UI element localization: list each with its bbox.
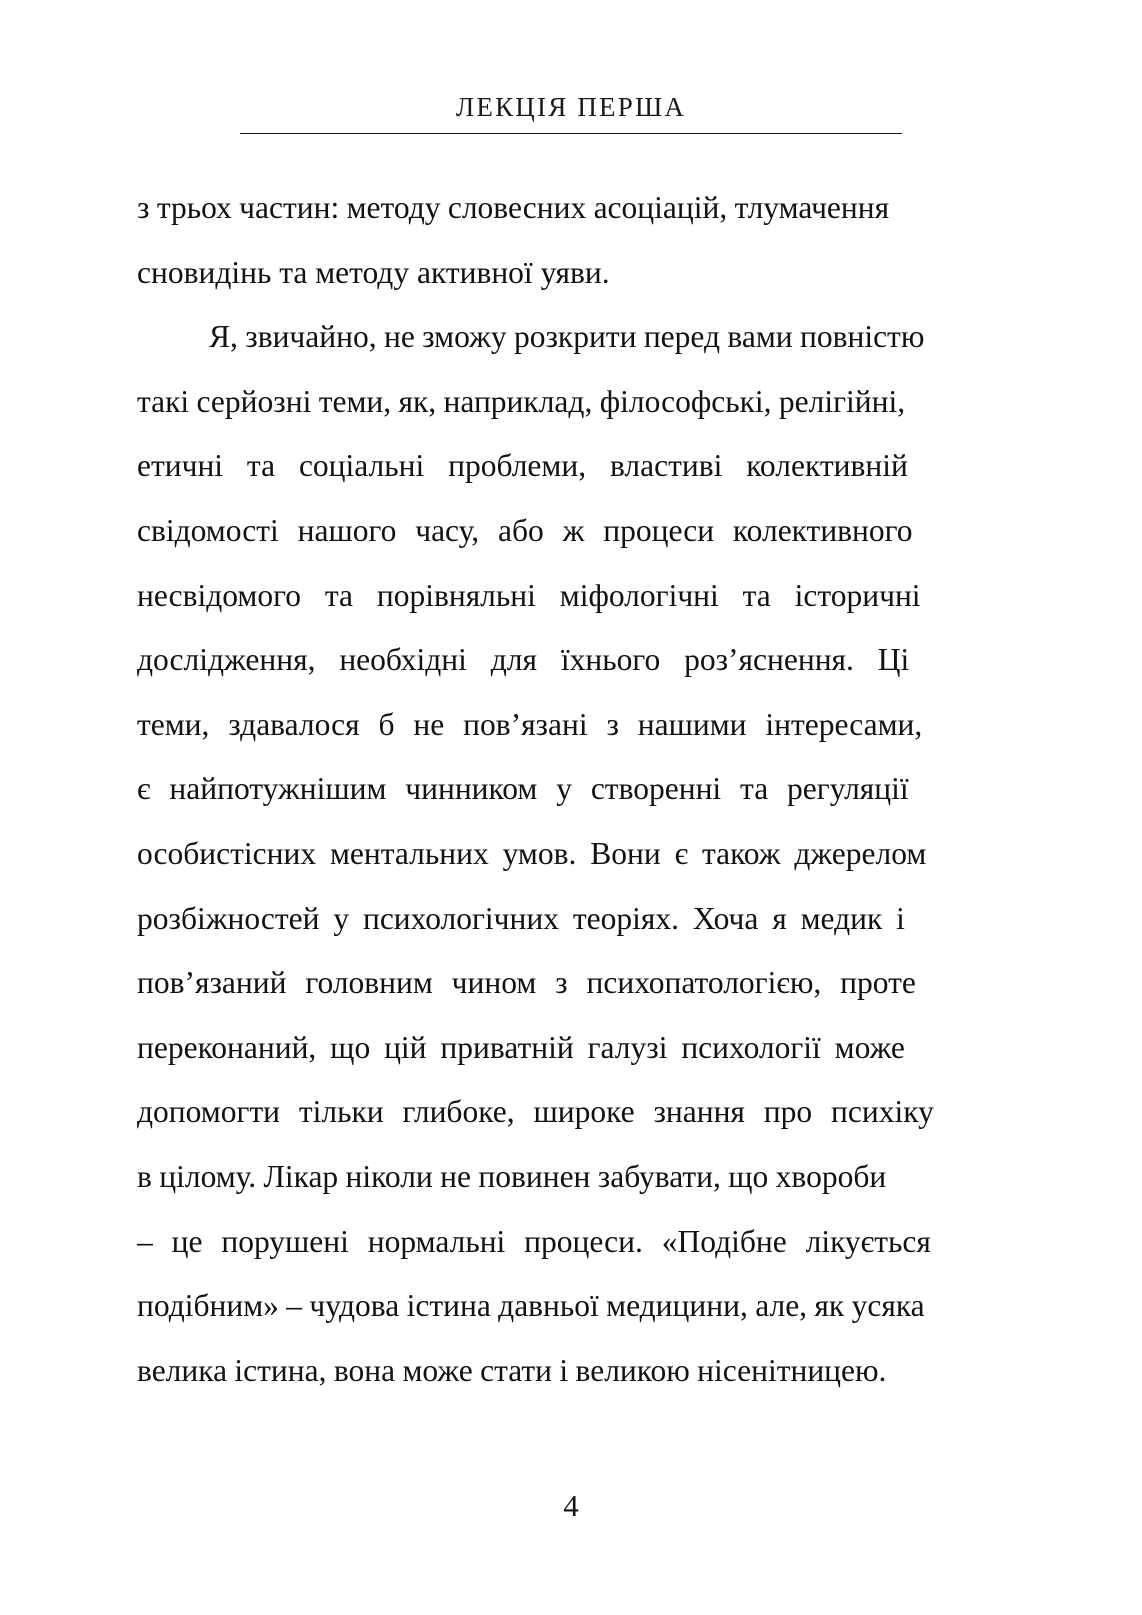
text-line: з трьох частин: методу словесних асоціацій, тлумачення [137,190,890,225]
text-line: подібним» – чудова істина давньої медицини, але, як усяка [137,1288,925,1324]
text-line: розбіжностей у психологічних теоріях. Хоча я медик і [137,900,905,936]
text-line: пов’язаний головним чином з психопатологією, проте [137,965,916,1001]
paragraph-1 [137,176,979,305]
text-line: особистісних ментальних умов. Вони є також джерелом [137,835,927,871]
text-line: етичні та соціальні проблеми, властиві колективній [137,448,908,484]
text-line: велика істина, вона може стати і великою нісенітницею. [137,1352,887,1388]
page-number: 4 [563,1488,579,1523]
paragraph-2 [137,305,979,1403]
text-line: Я, звичайно, не зможу розкрити перед вами повністю [209,319,925,355]
text-line: є найпотужнішим чинником у створенні та регуляції [137,771,909,807]
running-head: ЛЕКЦІЯ ПЕРША [455,92,687,122]
text-line: такі серйозні теми, як, наприклад, філософські, релігійні, [137,383,906,419]
header-rule [240,133,902,134]
text-line: дослідження, необхідні для їхнього роз’яснення. Ці [137,642,910,678]
text-line: свідомості нашого часу, або ж процеси колективного [137,512,913,548]
text-line: – це порушені нормальні процеси. «Подібне лікується [137,1223,931,1259]
text-line: теми, здавалося б не пов’язані з нашими інтересами, [137,706,923,742]
body-text-block [137,176,979,1403]
text-line: допомогти тільки глибоке, широке знання про психіку [137,1094,934,1130]
text-line: сновидінь та методу активної уяви. [137,254,610,290]
text-line: в цілому. Лікар ніколи не повинен забувати, що хвороби [137,1158,887,1194]
text-line: переконаний, що цій приватній галузі психології може [137,1029,905,1065]
text-line: несвідомого та порівняльні міфологічні та історичні [137,577,921,613]
